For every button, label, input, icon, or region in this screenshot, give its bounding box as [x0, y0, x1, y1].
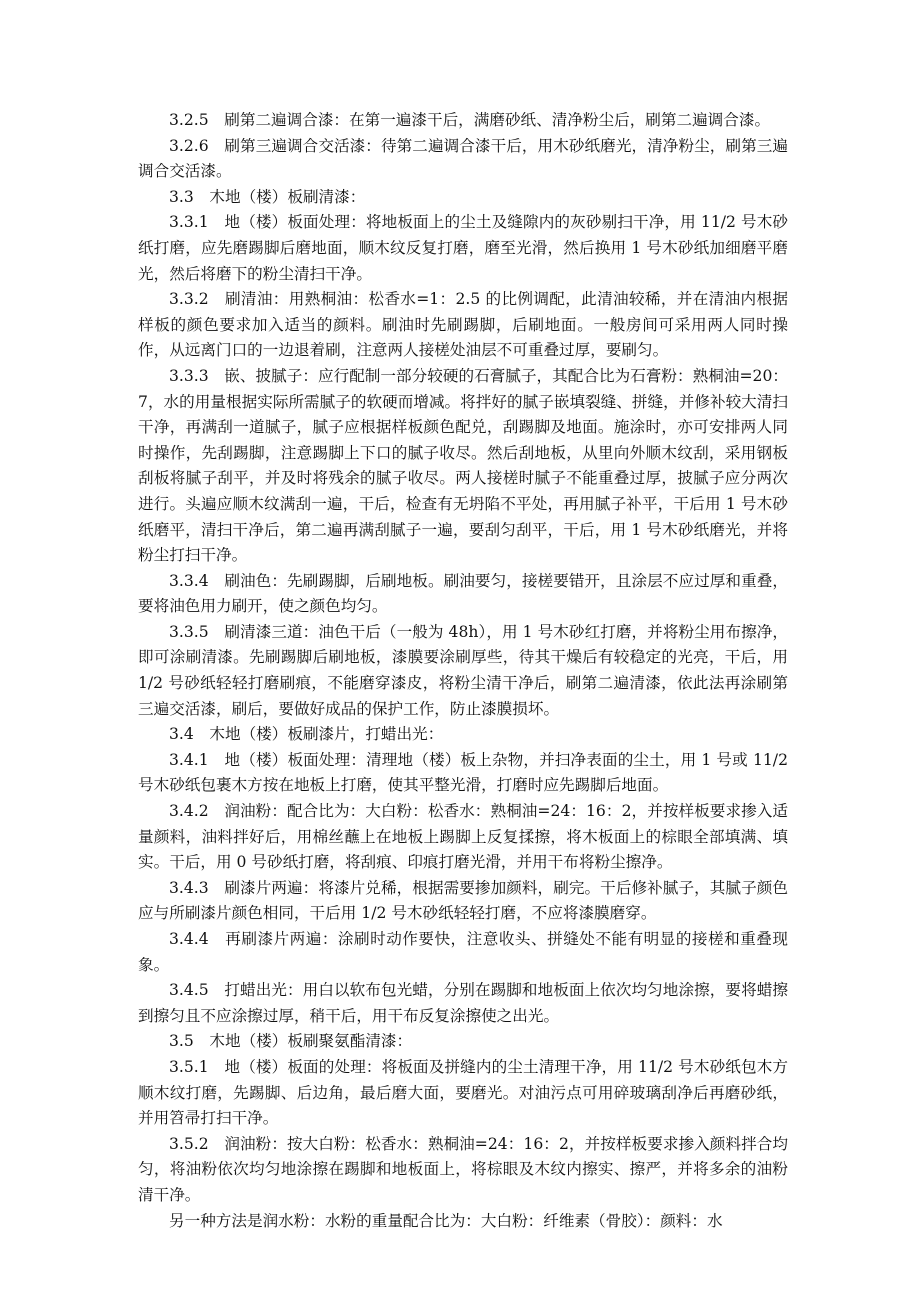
- paragraph-3-4-1: 3.4.1 地（楼）板面处理：清理地（楼）板上杂物，并扫净表面的尘土，用 1 号或 11/2 号木砂纸包裹木方按在地板上打磨，使其平整光滑，打磨时应先踢脚后地面。: [138, 750, 788, 795]
- paragraph-3-3-3: 3.3.3 嵌、披腻子：应行配制一部分较硬的石膏腻子，其配合比为石膏粉：熟桐油=20：7，水的用量根据实际所需腻子的软硬而增减。将拌好的腻子嵌填裂缝、拼缝，并修补较大清扫干净，再满刮一道腻子，腻子应根据样板颜色配兑，刮踢脚及地面。施涂时，亦可安排两人同时操作，先刮踢脚，注意踢脚上下口的腻子收尽。然后刮地板，从里向外顺木纹刮，采用钢板刮板将腻子刮平，并及时将残余的腻子收尽。两人接槎时腻子不能重叠过厚，披腻子应分两次进行。头遍应顺木纹满刮一遍，干后，检查有无坍陷不平处，再用腻子补平，干后用 1 号木砂纸磨平，清扫干净后，第二遍再满刮腻子一遍，要刮匀刮平，干后，用 1 号木砂纸磨光，并将粉尘打扫干净。: [138, 366, 788, 565]
- document-body: [138, 108, 788, 1234]
- paragraph-alternative-method: 另一种方法是润水粉：水粉的重量配合比为：大白粉：纤维素（骨胶）：颜料：水: [169, 1211, 723, 1230]
- paragraph-3-3-2: 3.3.2 刷清油：用熟桐油：松香水=1：2.5 的比例调配，此清油较稀，并在清油内根据样板的颜色要求加入适当的颜料。刷油时先刷踢脚，后刷地面。一般房间可采用两人同时操作，从远离门口的一边退着刷，注意两人接槎处油层不可重叠过厚，要刷匀。: [138, 290, 788, 360]
- paragraph-3-5-2: 3.5.2 润油粉：按大白粉：松香水：熟桐油=24：16：2，并按样板要求掺入颜料拌合均匀，将油粉依次均匀地涂擦在踢脚和地板面上，将棕眼及木纹内擦实、擦严，并将多余的油粉清干净。: [138, 1134, 788, 1204]
- paragraph-3-4-3: 3.4.3 刷漆片两遍：将漆片兑稀，根据需要掺加颜料，刷完。干后修补腻子，其腻子颜色应与所刷漆片颜色相同，干后用 1/2 号木砂纸轻轻打磨，不应将漆膜磨穿。: [138, 878, 788, 923]
- section-heading-3-4: 3.4 木地（楼）板刷漆片，打蜡出光：: [169, 725, 444, 744]
- paragraph-3-3-5: 3.3.5 刷清漆三道：油色干后（一般为 48h），用 1 号木砂红打磨，并将粉尘用布擦净，即可涂刷清漆。先刷踢脚后刷地板，漆膜要涂刷厚些，待其干燥后有较稳定的光亮，干后，用 1/2 号砂纸轻轻打磨刷痕，不能磨穿漆皮，将粉尘清干净后，刷第二遍清漆，依此法再涂刷第三遍交活漆，刷后，要做好成品的保护工作，防止漆膜损坏。: [138, 622, 788, 718]
- paragraph-3-2-5: 3.2.5 刷第二遍调合漆：在第一遍漆干后，满磨砂纸、清净粉尘后，刷第二遍调合漆。: [169, 111, 771, 129]
- section-heading-3-5: 3.5 木地（楼）板刷聚氨酯清漆：: [169, 1032, 413, 1051]
- paragraph-3-4-5: 3.4.5 打蜡出光：用白以软布包光蜡，分别在踢脚和地板面上依次均匀地涂擦，要将蜡擦到擦匀且不应涂擦过厚，稍干后，用干布反复涂擦使之出光。: [138, 981, 788, 1025]
- paragraph-3-2-6: 3.2.6 刷第三遍调合交活漆：待第二遍调合漆干后，用木砂纸磨光，清净粉尘，刷第三遍调合交活漆。: [138, 136, 788, 181]
- paragraph-3-3-4: 3.3.4 刷油色：先刷踢脚，后刷地板。刷油要匀，接槎要错开，且涂层不应过厚和重叠，要将油色用力刷开，使之颜色均匀。: [138, 571, 788, 616]
- paragraph-3-4-2: 3.4.2 润油粉：配合比为：大白粉：松香水：熟桐油=24：16：2，并按样板要求掺入适量颜料，油料拌好后，用棉丝蘸上在地板上踢脚上反复揉擦，将木板面上的棕眼全部填满、填实。干后，用 0 号砂纸打磨，将刮痕、印痕打磨光滑，并用干布将粉尘擦净。: [138, 802, 788, 872]
- paragraph-3-3-1: 3.3.1 地（楼）板面处理：将地板面上的尘土及缝隙内的灰砂剔扫干净，用 11/2 号木砂纸打磨，应先磨踢脚后磨地面，顺木纹反复打磨，磨至光滑，然后换用 1 号木砂纸加细磨平磨光，然后将磨下的粉尘清扫干净。: [138, 213, 788, 283]
- paragraph-3-5-1: 3.5.1 地（楼）板面的处理：将板面及拼缝内的尘土清理干净，用 11/2 号木砂纸包木方顺木纹打磨，先踢脚、后边角，最后磨大面，要磨光。对油污点可用碎玻璃刮净后再磨砂纸，并用笤帚打扫干净。: [138, 1057, 788, 1128]
- paragraph-3-4-4: 3.4.4 再刷漆片两遍：涂刷时动作要快，注意收头、拼缝处不能有明显的接槎和重叠现象。: [138, 930, 788, 974]
- section-heading-3-3: 3.3 木地（楼）板刷清漆：: [169, 187, 366, 206]
